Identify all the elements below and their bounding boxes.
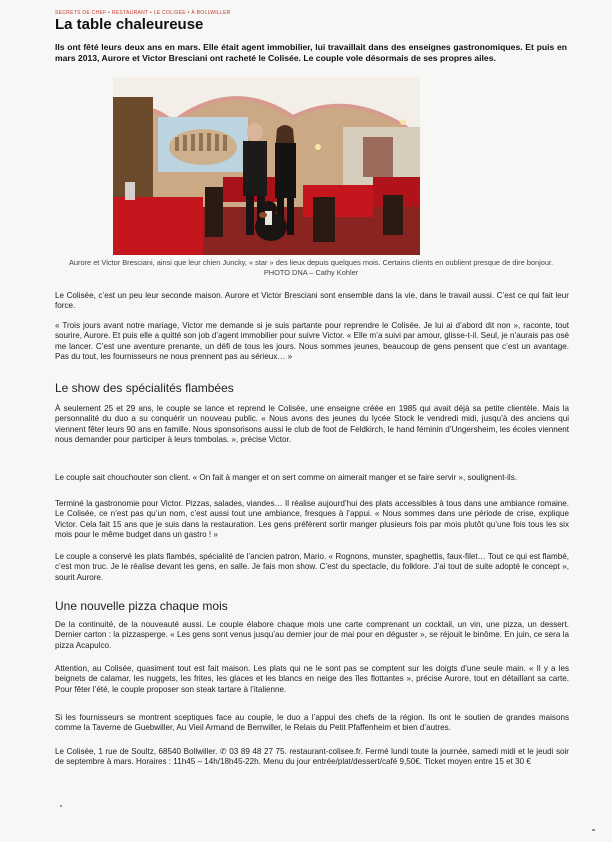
- paragraph-7: De la continuité, de la nouveauté aussi. Le couple élabore chaque mois une carte comprenant un cocktail, un vin, une pizza, un dessert. Dernier carton : la pizzasperge. « Les gens sont venus jusqu’au dernier jour de mai pour en déguster », se réjouit le binôme. En juin, ce sera la pizza Acapulco.: [55, 620, 569, 650]
- restaurant-photo: [113, 77, 420, 255]
- paragraph-9: Si les fournisseurs se montrent sceptiques face au couple, le duo a l’appui des chefs de la région. Ils ont le soutien de grandes maisons comme la Taverne de Guebwiller, Au Vieil Armand de Berrwiller, le Relais du Petit Pfaffenheim et bien d’autres.: [55, 713, 569, 733]
- scan-speck: [60, 805, 62, 807]
- photo-caption: Aurore et Victor Bresciani, ainsi que leur chien Juncky, « star » des lieux depuis quelques mois. Certains clients en oublient presque de dire bonjour. PHOTO DNA – Cathy Kohler: [68, 258, 554, 277]
- article-lead: Ils ont fêté leurs deux ans en mars. Elle était agent immobilier, lui travaillait dans des enseignes gastronomiques. Et puis en mars 2013, Aurore et Victor Bresciani ont racheté le Colisée. Le couple vole désormais de ses propres ailes.: [55, 42, 567, 63]
- article-kicker: SECRETS DE CHEF • RESTAURANT • LE COLISÉE • À BOLLWILLER: [55, 10, 231, 16]
- paragraph-2: « Trois jours avant notre mariage, Victor me demande si je suis partante pour reprendre le Colisée. Je lui ai d’abord dit non », raconte, tout sourire, Aurore. Et puis elle a quitté son job d’agent immobilier pour suivre Victor. « Elle m’a suivi par amour, glisse-t-il. Seul, je n’aurais pas osé me lancer. C’est une aventure prenante, un défi de tous les jours. Nous sommes jeunes, beaucoup de gens pensent que c’est un avantage. Pas du tout, les fournisseurs ne nous prennent pas au sérieux… »: [55, 321, 569, 361]
- paragraph-8: Attention, au Colisée, quasiment tout est fait maison. Les plats qui ne le sont pas se comptent sur les doigts d’une seule main. « Il y a les beignets de calamar, les nuggets, les frites, les glaces et les blancs en neige des îles flottantes », précise Aurore, tout en détaillant sa carte. Pour fêter l’été, le couple proposer son steak tartare à l’italienne.: [55, 664, 569, 694]
- section-title-pizza: Une nouvelle pizza chaque mois: [55, 599, 228, 613]
- paragraph-6: Le couple a conservé les plats flambés, spécialité de l’ancien patron, Mario. « Rognons, munster, spaghettis, faux-filet… Tout ce qui est flambé, c’est mon truc. Je le réalise devant les gens, en salle. Je fais mon show. C’est du spectacle, du folklore. J’ai tout de suite adopté le concept », sourit Aurore.: [55, 552, 569, 582]
- restaurant-info: Le Colisée, 1 rue de Soultz, 68540 Bollwiller. ✆ 03 89 48 27 75. restaurant-colisee.fr. Fermé lundi toute la journée, samedi midi et le jeudi soir de septembre à mars. Horaires : 11h45 – 14h/18h45-22h. Menu du jour entrée/plat/dessert/café 9,50€. Ticket moyen entre 15 et 30 €: [55, 747, 569, 767]
- paragraph-5: Terminé la gastronomie pour Victor. Pizzas, salades, viandes… Il réalise aujourd’hui des plats accessibles à tous dans une ambiance romaine. Le Colisée, ce n’est pas qu’un nom, c’est aussi tout une ambiance, fresques à l’appui. « Nous sommes dans une période de crise, explique Victor. Cela fait 15 ans que je suis dans la restauration. Les gens préfèrent sortir manger plusieurs fois par mois plutôt qu’une fois tous les six mois pour le même budget dans un gastro ! »: [55, 499, 569, 539]
- paragraph-4: Le couple sait chouchouter son client. « On fait à manger et on sert comme on aimerait manger et se faire servir », soulignent-ils.: [55, 473, 518, 482]
- article-headline: La table chaleureuse: [55, 16, 204, 33]
- restaurant-photo-illustration: [113, 77, 420, 255]
- scan-speck: [592, 829, 595, 831]
- paragraph-1: Le Colisée, c’est un peu leur seconde maison. Aurore et Victor Bresciani sont ensemble dans la vie, dans le travail aussi. C’est ce qui fait leur force.: [55, 291, 569, 311]
- section-title-flambees: Le show des spécialités flambées: [55, 381, 234, 395]
- paragraph-3: À seulement 25 et 29 ans, le couple se lance et reprend le Colisée, une enseigne créée en 1985 qui avait déjà sa petite clientèle. Mais la personnalité du duo a su conquérir un nouveau public. « Nous avons des jeunes du lycée Stock le vendredi midi, jusqu’à des anciens qui viennent fêter leurs 90 ans en famille. Nous sponsorisons aussi le club de foot de Feldkirch, le hand féminin d’Ungersheim, les écoles viennent nous demander pour participer à leurs tombolas. », précise Victor.: [55, 404, 569, 444]
